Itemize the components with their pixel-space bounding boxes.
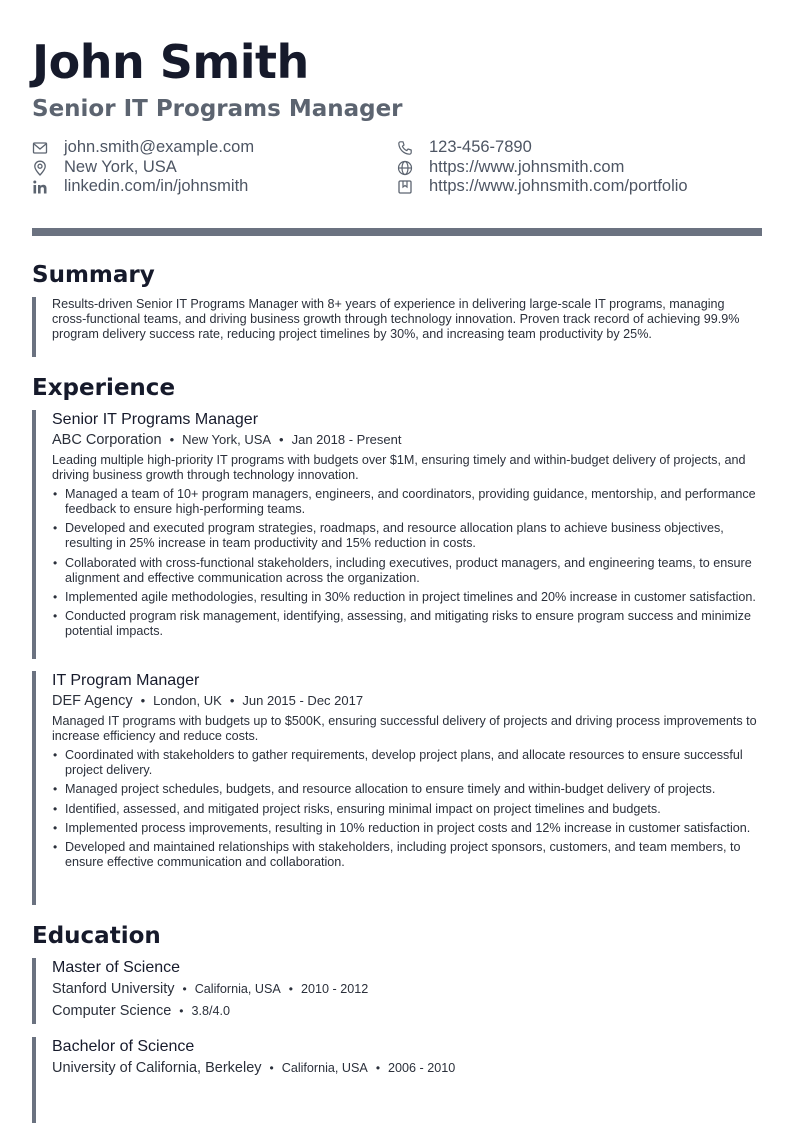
education-dates: 2010 - 2012 (301, 982, 369, 996)
contact-email[interactable] (32, 138, 254, 157)
school-location: California, USA (194, 982, 281, 996)
contact-linkedin[interactable] (32, 177, 248, 196)
meta-separator: • (179, 1004, 184, 1018)
education-entry (32, 1037, 762, 1123)
meta-separator: • (140, 693, 146, 708)
job-bullets (52, 748, 762, 870)
email-text[interactable]: john.smith@example.com (64, 138, 255, 156)
website-text[interactable]: https://www.johnsmith.com (429, 158, 625, 176)
job-title: IT Program Manager (52, 672, 200, 689)
list-item: • Developed and executed program strategies, roadmaps, and resource allocation plans to achieve business objectives, resulting in 25% increase in team productivity and 15% reduction in costs. (52, 521, 762, 551)
list-item: • Managed project schedules, budgets, and resource allocation to ensure timely and within-budget delivery of projects. (52, 782, 762, 797)
gpa: 3.8/4.0 (191, 1004, 230, 1018)
job-location: London, UK (153, 693, 222, 708)
list-item: • Implemented process improvements, resulting in 10% reduction in project costs and 12% increase in customer satisfaction. (52, 821, 762, 836)
job-entry (32, 410, 762, 659)
job-location: New York, USA (182, 432, 272, 447)
job-meta (52, 693, 762, 714)
list-item: • Conducted program risk management, identifying, assessing, and mitigating risks to ensure program success and minimize potential impacts. (52, 609, 762, 639)
meta-separator: • (279, 432, 284, 447)
candidate-name: John Smith (32, 35, 309, 89)
job-description: Managed IT programs with budgets up to $500K, ensuring successful delivery of projects and driving process improvements to increase efficiency and reduce costs. (52, 714, 757, 743)
globe-icon (397, 160, 413, 176)
meta-separator: • (182, 982, 187, 996)
job-company: ABC Corporation (52, 432, 162, 448)
education-dates: 2006 - 2010 (388, 1061, 456, 1075)
job-title: Senior IT Programs Manager (52, 411, 259, 428)
bookmark-icon (397, 179, 413, 195)
contact-website[interactable] (397, 158, 624, 177)
meta-separator: • (229, 693, 235, 708)
phone-icon (397, 140, 413, 156)
education-meta (52, 1060, 762, 1082)
linkedin-text[interactable]: linkedin.com/in/johnsmith (64, 177, 249, 195)
contact-info (32, 138, 762, 202)
list-item: • Developed and maintained relationships with stakeholders, including project sponsors, customers, and team members, to ensure effective communication and collaboration. (52, 840, 762, 870)
contact-portfolio[interactable] (397, 177, 688, 196)
job-meta (52, 432, 762, 453)
degree-title: Bachelor of Science (52, 1038, 195, 1055)
meta-separator: • (375, 1061, 381, 1075)
meta-separator: • (269, 1061, 274, 1075)
education-heading: Education (32, 923, 161, 949)
job-bullets (52, 487, 762, 639)
job-dates: Jun 2015 - Dec 2017 (242, 693, 364, 708)
list-item: • Managed a team of 10+ program managers, engineers, and coordinators, providing guidance, mentorship, and performance feedback to ensure high-performing teams. (52, 487, 762, 517)
meta-separator: • (169, 432, 175, 447)
location-text: New York, USA (64, 158, 177, 176)
meta-separator: • (288, 982, 293, 996)
summary-block (32, 297, 762, 357)
list-item: • Collaborated with cross-functional stakeholders, including executives, product managers, and engineering teams, to ensure alignment and effective communication across the organization. (52, 556, 762, 586)
list-item: • Implemented agile methodologies, resulting in 30% reduction in project timelines and 20% increase in customer satisfaction. (52, 590, 762, 605)
school-name: University of California, Berkeley (52, 1060, 262, 1076)
field-of-study: Computer Science (52, 1003, 172, 1019)
job-dates: Jan 2018 - Present (291, 432, 402, 447)
education-entry (32, 958, 762, 1024)
education-field-meta (52, 1003, 762, 1025)
contact-location (32, 158, 177, 177)
contact-phone[interactable] (397, 138, 532, 157)
degree-title: Master of Science (52, 959, 181, 976)
list-item: • Coordinated with stakeholders to gather requirements, develop project plans, and allocate resources to ensure successful project delivery. (52, 748, 762, 778)
header-divider (32, 228, 762, 236)
map-pin-icon (32, 160, 48, 176)
education-meta (52, 981, 762, 1003)
summary-text: Results-driven Senior IT Programs Manager with 8+ years of experience in delivering large-scale IT programs, managing cross-functional teams, and driving business growth through technology innovation. Proven track record of achieving 99.9% program delivery success rate, reducing project timelines by 30%, and increasing team productivity by 25%. (52, 297, 740, 341)
school-location: California, USA (281, 1061, 368, 1075)
linkedin-icon (32, 179, 48, 195)
summary-heading: Summary (32, 262, 155, 288)
job-entry (32, 671, 762, 905)
list-item: • Identified, assessed, and mitigated project risks, ensuring minimal impact on project timelines and budgets. (52, 802, 762, 817)
phone-text[interactable]: 123-456-7890 (429, 138, 532, 156)
envelope-icon (32, 140, 48, 156)
portfolio-text[interactable]: https://www.johnsmith.com/portfolio (429, 177, 688, 195)
job-description: Leading multiple high-priority IT programs with budgets over $1M, ensuring timely and within-budget delivery of projects, and driving business growth through technology innovation. (52, 453, 746, 482)
school-name: Stanford University (52, 981, 175, 997)
candidate-title: Senior IT Programs Manager (32, 96, 403, 122)
experience-heading: Experience (32, 375, 176, 401)
job-company: DEF Agency (52, 693, 133, 709)
